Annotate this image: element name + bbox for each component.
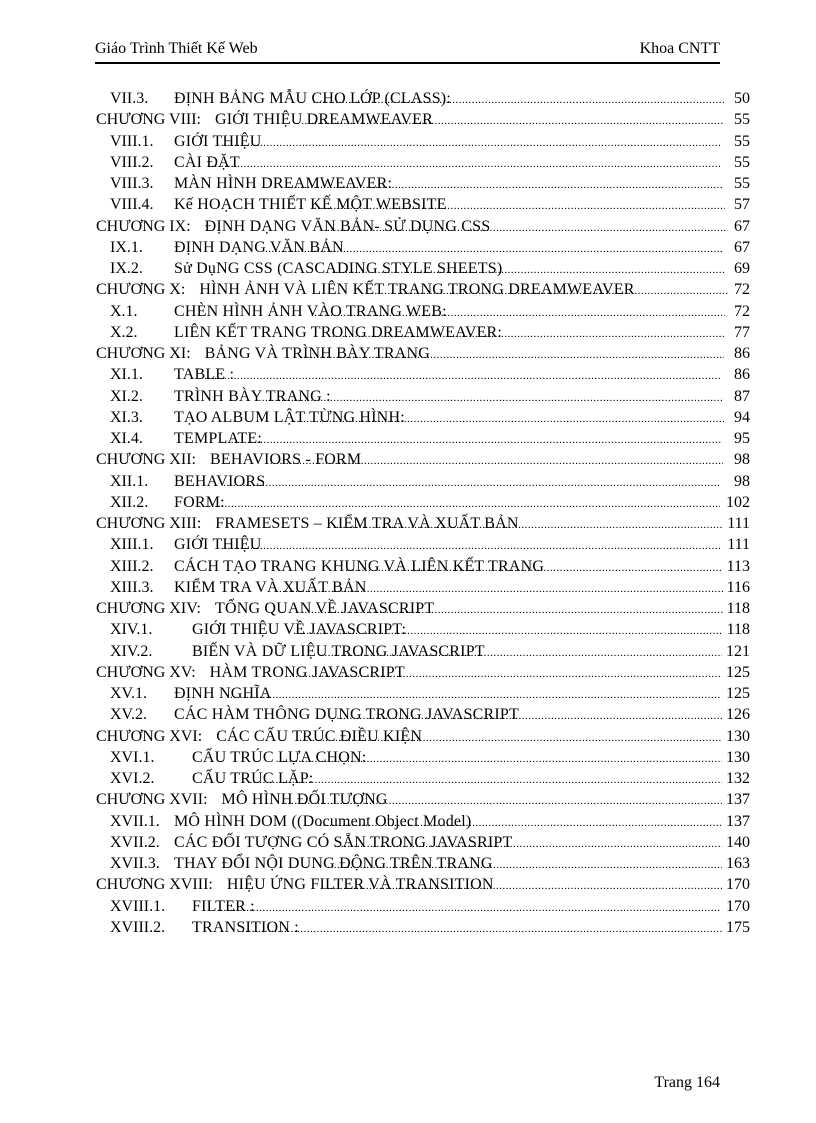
toc-section-row [0,832,816,853]
toc-dot-leader [208,154,720,175]
toc-number: CHƯƠNG XVI: [96,727,203,745]
toc-dot-leader [324,876,722,897]
toc-number: XVI.2. [110,770,155,787]
toc-title: FILTER : [192,897,255,915]
toc-entry [110,704,519,725]
toc-dot-leader [242,919,722,940]
toc-page-number: 170 [726,897,750,915]
toc-page-number: 118 [726,621,750,639]
toc-entry [96,598,435,619]
toc-dot-leader [319,813,722,834]
toc-number: XIII.1. [110,536,154,554]
toc-number: XII.2. [110,493,149,511]
toc-page-number: 130 [726,727,750,745]
toc-title: ĐỊNH DẠNG VĂN BẢN [174,238,344,256]
toc-number: XVII.2. [110,833,160,851]
toc-entry [96,216,491,237]
toc-entry [96,449,362,470]
toc-section-row [0,747,816,768]
toc-entry [96,513,519,534]
toc-dot-leader [311,303,725,324]
toc-dot-leader [227,685,721,706]
toc-title: CÁC CẤU TRÚC ĐIỀU KIỆN [216,727,423,745]
toc-page-number: 137 [726,812,750,830]
toc-number: VIII.1. [110,132,154,150]
toc-title: HIỆU ỨNG FILTER VÀ TRANSITION [226,876,494,894]
toc-page-number: 77 [734,323,750,341]
toc-section-row [0,407,816,428]
toc-title: HÀM TRONG JAVASCRIPT [209,663,405,681]
toc-number: XIV.1. [110,621,153,639]
toc-title: GIỚI THIỆU VỀ JAVASCRIPT: [192,621,407,639]
toc-dot-leader [313,90,726,111]
toc-title: ĐỊNH BẢNG MẪU CHO LỚP (CLASS): [174,90,451,107]
toc-page-number: 102 [726,493,751,511]
header-document-title: Giáo Trình Thiết Kế Web [95,40,258,57]
toc-page-number: 94 [734,408,750,426]
toc-section-row [0,428,816,449]
toc-entry [110,364,235,385]
toc-entry [110,131,262,152]
toc-section-row [0,88,816,109]
toc-title: CẤU TRÚC LỰA CHỌN: [192,748,367,766]
toc-title: MÔ HÌNH DOM ((Document Object Model) [174,812,472,830]
toc-dot-leader [301,111,724,132]
toc-title: BIẾN VÀ DỮ LIỆU TRONG JAVASCRIPT [192,642,485,660]
toc-dot-leader [221,430,720,451]
toc-page-number: 98 [734,451,750,469]
toc-section-row [0,704,816,725]
toc-page-number: 130 [726,748,750,766]
toc-dot-leader [288,175,724,196]
toc-title: LIÊN KẾT TRANG TRONG DREAMWEAVER: [174,323,503,341]
toc-page-number: 170 [726,876,750,894]
toc-dot-leader [333,515,723,536]
toc-title: GIỚI THIỆU DREAMWEAVER [215,111,434,129]
toc-title: Sử DụNG CSS (CASCADING STYLE SHEETS) [174,260,503,277]
toc-number: X.1. [110,302,138,320]
toc-number: X.2. [110,323,138,341]
toc-entry [110,641,485,662]
toc-entry [110,577,367,598]
toc-title: BEHAVIORS - FORM [209,451,362,469]
toc-dot-leader [265,239,723,260]
toc-dot-leader [301,600,722,621]
toc-number: XVII.3. [110,855,160,872]
toc-dot-leader [259,388,723,409]
table-of-contents [0,88,816,938]
toc-entry [110,237,344,258]
toc-number: VII.3. [110,90,149,107]
toc-number: XVII.1. [110,812,160,830]
toc-section-row [0,768,816,789]
toc-title: TRÌNH BÀY TRANG : [174,387,331,405]
toc-page-number: 118 [726,600,750,617]
toc-title: BEHAVIORS [174,472,266,490]
toc-entry [110,173,393,194]
toc-section-row [0,131,816,152]
toc-page-number: 175 [726,918,750,936]
toc-dot-leader [345,558,722,579]
toc-number: CHƯƠNG XIII: [96,515,202,532]
toc-dot-leader [324,218,726,239]
toc-chapter-row [0,874,816,895]
toc-number: XVIII.2. [110,918,166,936]
toc-number: XIII.3. [110,578,154,596]
toc-section-row [0,556,816,577]
toc-page-number: 132 [726,770,750,787]
toc-section-row [0,194,816,215]
toc-dot-leader [334,834,722,855]
toc-entry [96,726,423,747]
toc-dot-leader [221,536,721,557]
toc-number: XV.1. [110,685,148,702]
toc-chapter-row [0,449,816,470]
toc-section-row [0,619,816,640]
toc-entry [110,556,545,577]
toc-page-number: 86 [734,366,750,384]
toc-number: CHƯƠNG XIV: [96,600,201,617]
toc-title: CÁC HÀM THÔNG DỤNG TRONG JAVASCRIPT [174,706,519,724]
toc-page-number: 98 [734,472,750,490]
toc-section-row [0,917,816,938]
toc-section-row [0,577,816,598]
toc-page-number: 55 [734,153,750,171]
toc-entry [110,683,272,704]
toc-section-row [0,853,816,874]
toc-chapter-row [0,598,816,619]
toc-entry [110,853,493,874]
toc-dot-leader [324,643,722,664]
toc-number: XI.1. [110,366,143,384]
toc-number: CHƯƠNG X: [96,281,186,299]
toc-dot-leader [300,345,724,366]
toc-title: CÁC ĐỐI TƯỢNG CÓ SẴN TRONG JAVASRIPT [174,833,513,851]
toc-section-row [0,258,816,279]
toc-dot-leader [223,473,721,494]
toc-section-row [0,173,816,194]
toc-number: CHƯƠNG IX: [96,217,191,235]
toc-number: IX.1. [110,238,143,256]
toc-page-number: 69 [734,260,751,277]
toc-number: XI.2. [110,387,143,405]
toc-entry [110,896,255,917]
toc-entry [96,109,434,130]
toc-entry [96,279,635,300]
toc-entry [110,832,513,853]
toc-chapter-row [0,662,816,683]
toc-entry [110,194,447,215]
toc-dot-leader [327,855,722,876]
toc-page-number: 55 [734,132,750,150]
toc-title: GIỚI THIỆU [174,132,262,150]
toc-section-row [0,364,816,385]
toc-section-row [0,386,816,407]
toc-dot-leader [198,494,719,515]
toc-title: HÌNH ẢNH VÀ LIÊN KẾT TRANG TRONG DREAMWEAVER [199,281,635,299]
toc-number: XIII.2. [110,557,154,575]
toc-chapter-row [0,789,816,810]
toc-section-row [0,534,816,555]
toc-title: THAY ĐỔI NỘI DUNG ĐỘNG TRÊN TRANG [174,855,493,872]
toc-section-row [0,152,816,173]
toc-title: GIỚI THIỆU [174,536,262,554]
toc-page-number: 111 [727,536,750,554]
toc-title: TRANSITION : [192,918,299,936]
toc-entry [110,301,447,322]
toc-section-row [0,641,816,662]
toc-dot-leader [337,706,722,727]
page-footer [95,1072,720,1096]
toc-dot-leader [217,898,721,919]
toc-page-number: 111 [727,515,750,532]
toc-title: Kế HOẠCH THIẾT KẾ MỘT WEBSITE [174,196,447,214]
toc-section-row [0,492,816,513]
toc-dot-leader [270,451,723,472]
toc-number: XVIII.1. [110,897,166,915]
toc-entry [96,874,494,895]
toc-title: CÁCH TẠO TRANG KHUNG VÀ LIÊN KẾT TRANG [174,557,545,575]
toc-title: TEMPLATE: [174,430,263,447]
toc-page-number: 86 [734,345,750,362]
toc-dot-leader [293,409,724,430]
toc-title: FRAMESETS – KIỂM TRA VÀ XUẤT BẢN [215,515,519,532]
toc-entry [110,322,503,343]
toc-title: KIỂM TRA VÀ XUẤT BẢN [174,578,367,596]
toc-page-number: 55 [733,175,750,192]
toc-dot-leader [293,621,722,642]
toc-entry [110,534,262,555]
toc-chapter-row [0,216,816,237]
toc-number: XIV.2. [110,642,153,660]
page-header [95,38,720,64]
toc-entry [110,88,451,109]
toc-dot-leader [276,579,723,600]
toc-section-row [0,683,816,704]
toc-page-number: 163 [726,855,750,872]
toc-title: TỔNG QUAN VỀ JAVASCRIPT [215,600,435,617]
header-department: Khoa CNTT [639,40,720,57]
toc-page-number: 72 [734,281,750,299]
toc-section-row [0,896,816,917]
toc-title: MÀN HÌNH DREAMWEAVER: [174,175,393,192]
toc-number: XI.4. [110,430,143,447]
toc-dot-leader [289,664,722,685]
toc-page-number: 57 [734,196,750,214]
toc-title: ĐỊNH DẠNG VĂN BẢN- SỬ DỤNG CSS [204,217,491,235]
toc-entry [110,152,240,173]
toc-page-number: 87 [734,387,750,405]
toc-number: CHƯƠNG XV: [96,663,196,681]
toc-entry [110,386,331,407]
toc-number: CHƯƠNG XII: [96,451,196,469]
toc-title: FORM: [174,493,225,511]
toc-section-row [0,811,816,832]
toc-number: IX.2. [110,260,143,277]
toc-dot-leader [250,770,722,791]
toc-number: XI.3. [110,408,143,426]
toc-entry [110,428,263,449]
toc-page-number: 125 [726,685,750,702]
toc-number: XV.2. [110,706,148,724]
toc-entry [110,619,407,640]
toc-number: CHƯƠNG XVII: [96,791,208,809]
toc-chapter-row [0,279,816,300]
toc-entry [110,747,367,768]
toc-entry [110,471,266,492]
toc-section-row [0,471,816,492]
toc-page-number: 125 [726,663,750,681]
toc-title: CÀI ĐẶT [174,153,240,171]
toc-title: TABLE : [174,366,235,384]
toc-title: CHÈN HÌNH ẢNH VÀO TRANG WEB: [174,302,447,320]
toc-entry [96,343,430,364]
toc-chapter-row [0,513,816,534]
toc-chapter-row [0,343,816,364]
toc-page-number: 121 [726,642,750,660]
toc-number: CHƯƠNG XVIII: [96,876,213,894]
toc-entry [96,789,388,810]
toc-number: VIII.4. [110,196,154,214]
toc-page-number: 126 [726,706,750,724]
toc-dot-leader [371,281,728,302]
toc-title: MÔ HÌNH ĐỐI TƯỢNG [221,791,388,809]
toc-title: TẠO ALBUM LẬT TỪNG HÌNH: [174,408,405,426]
toc-page-number: 55 [733,111,750,129]
toc-dot-leader [332,324,726,345]
toc-page-number: 95 [734,430,750,447]
toc-entry [96,662,405,683]
toc-section-row [0,301,816,322]
toc-dot-leader [332,260,726,281]
toc-number: VIII.2. [110,153,154,171]
toc-chapter-row [0,109,816,130]
toc-title: BẢNG VÀ TRÌNH BÀY TRANG [204,345,430,362]
toc-number: VIII.3. [110,175,154,192]
toc-title: CẤU TRÚC LẶP: [192,770,314,787]
toc-dot-leader [204,366,720,387]
toc-page-number: 67 [734,217,750,235]
toc-entry [110,492,225,513]
toc-page-number: 50 [734,90,750,107]
toc-entry [110,258,503,279]
toc-title: ĐỊNH NGHĨA [174,685,272,702]
toc-number: XVI.1. [110,748,155,766]
toc-page-number: 137 [726,791,750,809]
toc-page-number: 72 [734,302,751,320]
toc-page-number: 140 [726,833,750,851]
toc-number: CHƯƠNG VIII: [96,111,201,129]
toc-page-number: 116 [726,578,750,596]
toc-section-row [0,237,816,258]
toc-entry [110,917,299,938]
toc-entry [110,407,405,428]
toc-number: XII.1. [110,472,149,490]
toc-number: CHƯƠNG XI: [96,345,191,362]
toc-dot-leader [221,133,721,154]
toc-dot-leader [296,728,722,749]
toc-chapter-row [0,726,816,747]
toc-page-number: 113 [726,557,750,575]
toc-section-row [0,322,816,343]
toc-page-number: 67 [734,238,750,256]
toc-dot-leader [276,749,722,770]
toc-dot-leader [281,791,722,812]
page-number-label: Trang 164 [654,1074,720,1091]
toc-entry [110,811,472,832]
toc-entry [110,768,314,789]
toc-dot-leader [311,196,725,217]
